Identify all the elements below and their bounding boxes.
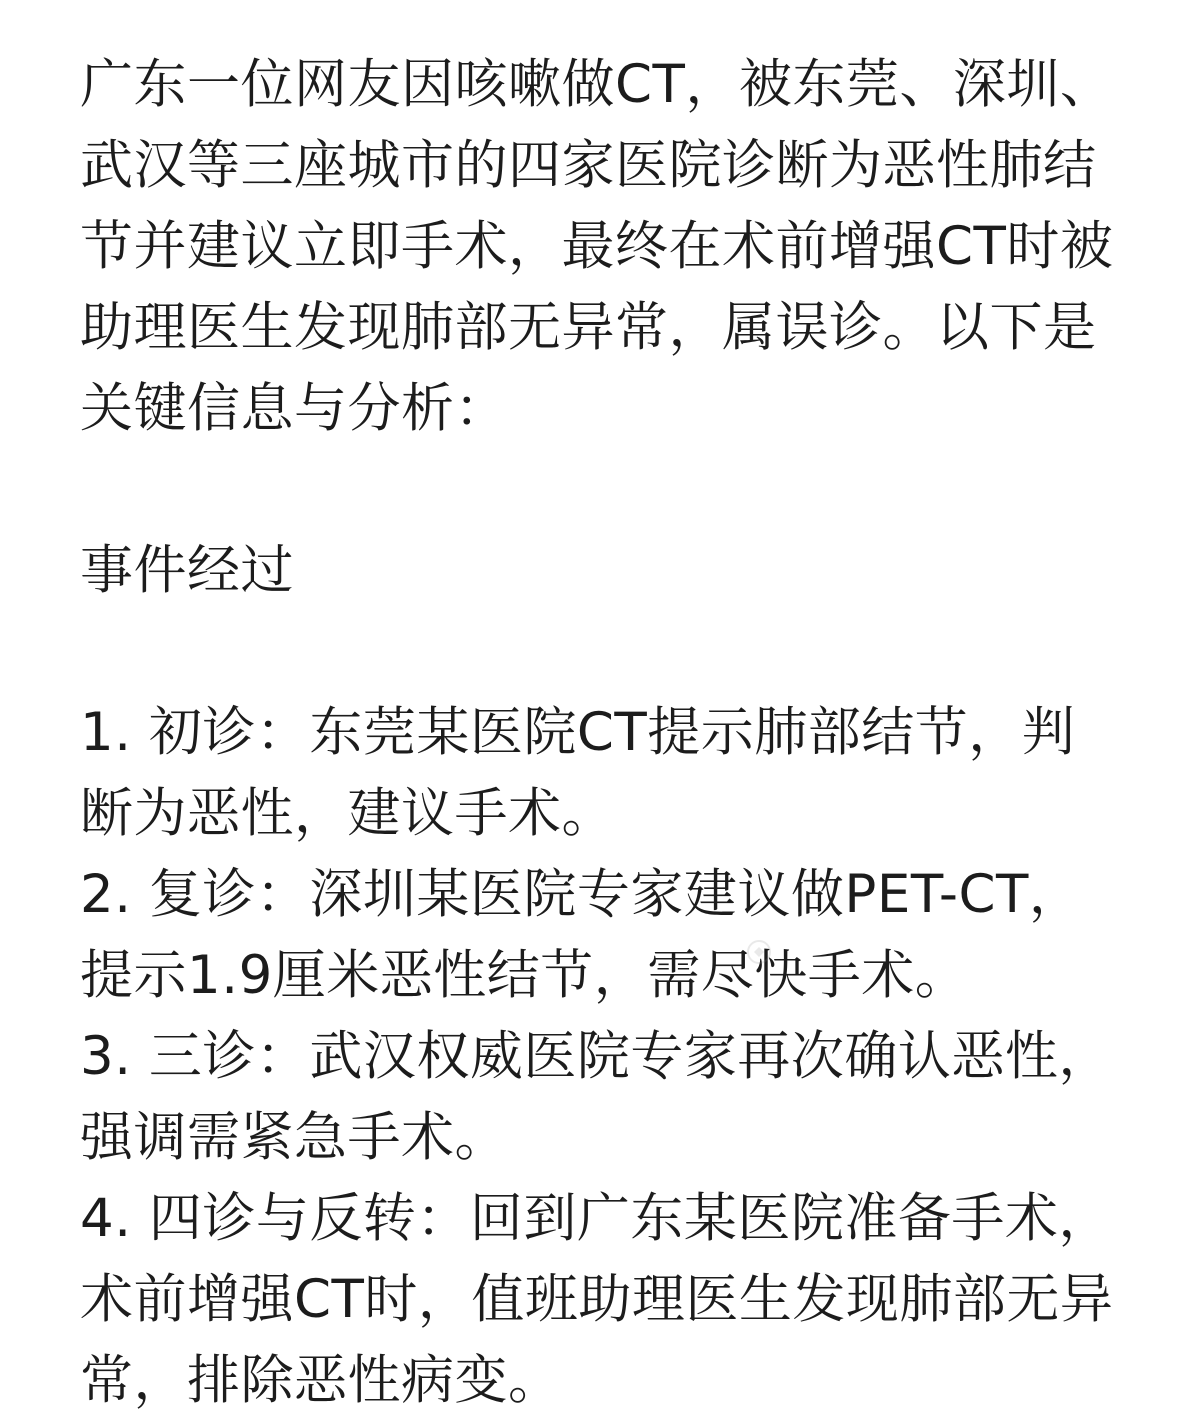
watermark-icon [745,938,773,966]
list-item: 4. 四诊与反转：回到广东某医院准备手术，术前增强CT时，值班助理医生发现肺部无异常，排除恶性病变。 [80,1188,1114,1411]
blank-line [80,611,1120,692]
section-title: 事件经过 [80,540,294,601]
event-list [80,692,1120,1421]
list-item: 3. 三诊：武汉权威医院专家再次确认恶性，强调需紧急手术。 [80,1026,1112,1168]
list-item: 2. 复诊：深圳某医院专家建议做PET-CT，提示1.9厘米恶性结节，需尽快手术。 [80,864,1083,1006]
article-body [80,44,1120,1421]
blank-line [80,449,1120,530]
list-item: 1. 初诊：东莞某医院CT提示肺部结节，判断为恶性，建议手术。 [80,702,1076,844]
intro-paragraph: 广东一位网友因咳嗽做CT，被东莞、深圳、武汉等三座城市的四家医院诊断为恶性肺结节并建议立即手术，最终在术前增强CT时被助理医生发现肺部无异常，属误诊。以下是关键信息与分析： [80,54,1114,439]
